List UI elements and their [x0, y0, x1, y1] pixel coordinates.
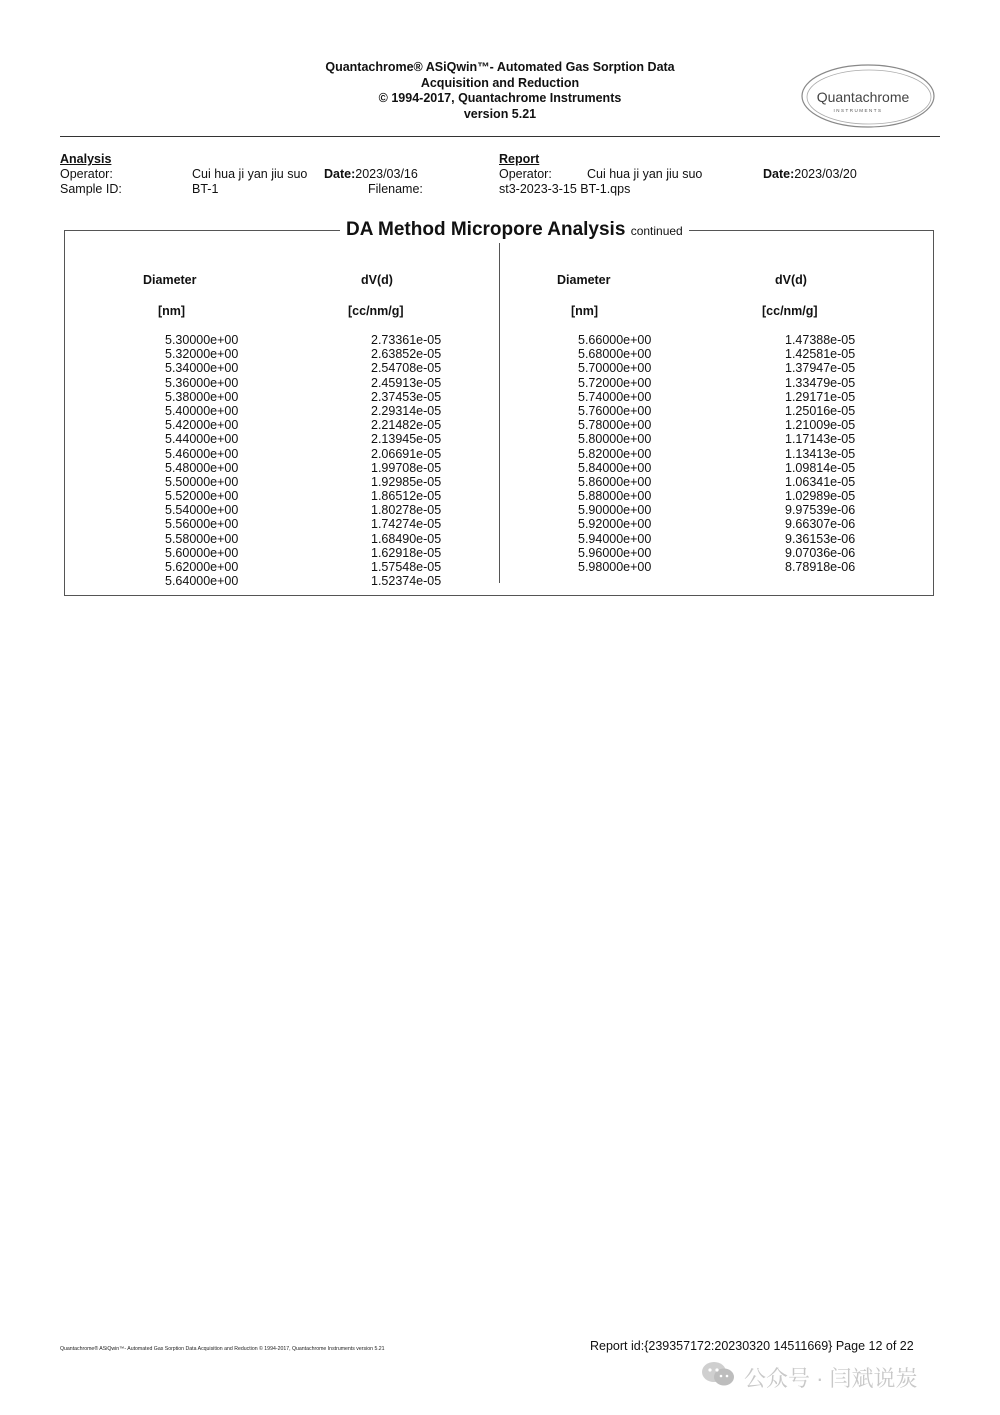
- table-cell: 9.07036e-06: [785, 545, 856, 560]
- table-cell: 1.17143e-05: [785, 432, 856, 447]
- analysis-date-value: 2023/03/16: [355, 167, 418, 181]
- table-cell: 5.52000e+00: [165, 489, 239, 504]
- table-cell: 5.82000e+00: [578, 446, 652, 461]
- right-diameter-header: Diameter: [557, 273, 611, 287]
- table-cell: 1.25016e-05: [785, 403, 856, 418]
- table-cell: 1.62918e-05: [371, 545, 442, 560]
- filename-value: st3-2023-3-15 BT-1.qps: [499, 182, 631, 196]
- table-cell: 2.29314e-05: [371, 403, 442, 418]
- table-cell: 2.63852e-05: [371, 347, 442, 362]
- right-diameter-column: [578, 333, 651, 574]
- wechat-icon: [700, 1359, 736, 1395]
- table-cell: 5.60000e+00: [165, 545, 239, 560]
- report-operator-label: Operator:: [499, 167, 552, 181]
- table-cell: 9.97539e-06: [785, 503, 856, 518]
- table-cell: 2.54708e-05: [371, 361, 442, 376]
- wechat-watermark: [700, 1360, 918, 1394]
- analysis-date-label: Date:: [324, 167, 356, 181]
- table-cell: 5.92000e+00: [578, 517, 652, 532]
- sample-id-value: BT-1: [192, 182, 219, 196]
- table-cell: 1.74274e-05: [371, 517, 442, 532]
- left-diameter-unit: [nm]: [158, 304, 186, 318]
- logo-subtext: INSTRUMENTS: [833, 108, 883, 113]
- table-cell: 5.58000e+00: [165, 531, 239, 546]
- table-cell: 1.86512e-05: [371, 489, 442, 504]
- table-cell: 1.29171e-05: [785, 389, 856, 404]
- table-cell: 9.36153e-06: [785, 531, 856, 546]
- table-cell: 5.66000e+00: [578, 333, 652, 347]
- column-divider: [499, 243, 500, 583]
- table-cell: 1.21009e-05: [785, 418, 856, 433]
- table-cell: 1.37947e-05: [785, 361, 856, 376]
- table-cell: 5.98000e+00: [578, 560, 652, 574]
- table-cell: 5.70000e+00: [578, 361, 652, 376]
- table-cell: 5.94000e+00: [578, 531, 652, 546]
- quantachrome-logo: [800, 62, 938, 130]
- header-line-4: version 5.21: [463, 106, 537, 121]
- report-heading: Report: [499, 152, 540, 166]
- table-cell: 5.34000e+00: [165, 361, 239, 376]
- left-dv-unit: [cc/nm/g]: [348, 304, 404, 318]
- table-cell: 1.13413e-05: [785, 446, 856, 461]
- table-cell: 5.84000e+00: [578, 460, 652, 475]
- report-date-value: 2023/03/20: [794, 167, 857, 181]
- table-cell: 5.46000e+00: [165, 446, 239, 461]
- header-line-3: © 1994-2017, Quantachrome Instruments: [378, 91, 622, 105]
- table-cell: 2.73361e-05: [371, 333, 442, 347]
- left-dv-header: dV(d): [361, 273, 393, 287]
- table-cell: 5.62000e+00: [165, 560, 239, 574]
- table-cell: 5.90000e+00: [578, 503, 652, 518]
- analysis-heading: Analysis: [60, 152, 112, 166]
- table-cell: 5.36000e+00: [165, 375, 239, 390]
- table-cell: 1.52374e-05: [371, 574, 442, 589]
- table-cell: 1.06341e-05: [785, 474, 856, 489]
- table-cell: 5.76000e+00: [578, 403, 652, 418]
- table-cell: 2.45913e-05: [371, 375, 442, 390]
- analysis-operator-value: Cui hua ji yan jiu suo: [192, 167, 308, 181]
- table-cell: 2.21482e-05: [371, 418, 442, 433]
- header-rule: [60, 136, 940, 137]
- table-cell: 2.13945e-05: [371, 432, 442, 447]
- report-operator-value: Cui hua ji yan jiu suo: [587, 167, 703, 181]
- table-cell: 5.44000e+00: [165, 432, 239, 447]
- table-cell: 1.02989e-05: [785, 489, 856, 504]
- section-title: [340, 218, 689, 243]
- table-cell: 5.72000e+00: [578, 375, 652, 390]
- table-cell: 1.99708e-05: [371, 460, 442, 475]
- section-title-text: DA Method Micropore Analysis: [346, 219, 626, 240]
- table-cell: 1.33479e-05: [785, 375, 856, 390]
- right-dv-column: [785, 333, 855, 574]
- analysis-date: [324, 167, 418, 182]
- table-cell: 8.78918e-06: [785, 560, 856, 574]
- logo-text: Quantachrome: [816, 89, 910, 105]
- table-cell: 5.38000e+00: [165, 389, 239, 404]
- table-cell: 2.06691e-05: [371, 446, 442, 461]
- table-cell: 5.30000e+00: [165, 333, 239, 347]
- table-cell: 5.68000e+00: [578, 347, 652, 362]
- table-cell: 5.50000e+00: [165, 474, 239, 489]
- header-line-2: Acquisition and Reduction: [420, 75, 580, 90]
- report-date-label: Date:: [763, 167, 795, 181]
- table-cell: 1.57548e-05: [371, 560, 442, 574]
- left-dv-column: [371, 333, 441, 588]
- table-cell: 5.64000e+00: [165, 574, 239, 589]
- table-cell: 5.74000e+00: [578, 389, 652, 404]
- table-cell: 1.80278e-05: [371, 503, 442, 518]
- left-diameter-column: [165, 333, 238, 588]
- table-cell: 5.48000e+00: [165, 460, 239, 475]
- header-line-1: Quantachrome® ASiQwin™- Automated Gas Sorption Data: [325, 60, 675, 74]
- report-date: [763, 167, 857, 182]
- right-dv-header: dV(d): [775, 273, 807, 287]
- table-cell: 1.42581e-05: [785, 347, 856, 362]
- table-cell: 2.37453e-05: [371, 389, 442, 404]
- footer-copyright: Quantachrome® ASiQwin™- Automated Gas Sorption Data Acquisition and Reduction © 1994-2017, Quantachrome Instruments version 5.21: [60, 1346, 385, 1352]
- filename-label: Filename:: [368, 182, 423, 196]
- table-cell: 5.56000e+00: [165, 517, 239, 532]
- watermark-text: 公众号 · 闫斌说炭: [744, 1365, 918, 1391]
- document-header: [260, 60, 740, 122]
- table-cell: 5.96000e+00: [578, 545, 652, 560]
- table-cell: 5.32000e+00: [165, 347, 239, 362]
- table-cell: 1.68490e-05: [371, 531, 442, 546]
- table-cell: 5.78000e+00: [578, 418, 652, 433]
- left-diameter-header: Diameter: [143, 273, 197, 287]
- table-cell: 1.09814e-05: [785, 460, 856, 475]
- table-cell: 1.47388e-05: [785, 333, 856, 347]
- section-subtitle: continued: [630, 224, 683, 238]
- table-cell: 9.66307e-06: [785, 517, 856, 532]
- table-cell: 1.92985e-05: [371, 474, 442, 489]
- table-cell: 5.42000e+00: [165, 418, 239, 433]
- footer-report-id: Report id:{239357172:20230320 14511669} Page 12 of 22: [590, 1339, 914, 1353]
- table-cell: 5.54000e+00: [165, 503, 239, 518]
- table-cell: 5.88000e+00: [578, 489, 652, 504]
- table-cell: 5.40000e+00: [165, 403, 239, 418]
- table-cell: 5.80000e+00: [578, 432, 652, 447]
- right-dv-unit: [cc/nm/g]: [762, 304, 818, 318]
- sample-id-label: Sample ID:: [60, 182, 122, 196]
- analysis-operator-label: Operator:: [60, 167, 113, 181]
- table-cell: 5.86000e+00: [578, 474, 652, 489]
- right-diameter-unit: [nm]: [571, 304, 599, 318]
